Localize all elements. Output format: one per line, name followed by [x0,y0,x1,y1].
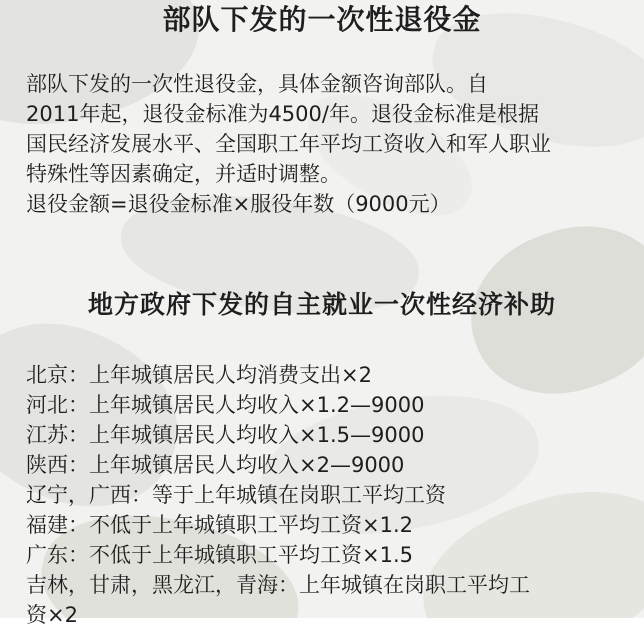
list-item: 吉林，甘肃，黑龙江，青海：上年城镇在岗职工平均工 [26,573,530,597]
list-item: 辽宁，广西：等于上年城镇在岗职工平均工资 [26,483,446,507]
list-item: 资×2 [26,603,78,627]
local-subsidy-list [26,360,626,630]
list-item: 北京：上年城镇居民人均消费支出×2 [26,363,372,387]
list-item: 陕西：上年城镇居民人均收入×2—9000 [26,453,405,477]
list-item: 河北：上年城镇居民人均收入×1.2—9000 [26,393,425,417]
list-item: 江苏：上年城镇居民人均收入×1.5—9000 [26,423,425,447]
paragraph-line: 特殊性等因素确定，并适时调整。 [26,162,341,186]
section-title-local-subsidy: 地方政府下发的自主就业一次性经济补助 [87,290,556,319]
section-title-retirement-pay: 部队下发的一次性退役金 [162,3,482,36]
paragraph-line: 退役金额=退役金标准×服役年数（9000元） [26,192,451,216]
paragraph-line: 国民经济发展水平、全国职工年平均工资收入和军人职业 [26,132,551,156]
list-item: 福建：不低于上年城镇职工平均工资×1.2 [26,513,413,537]
paragraph-line: 部队下发的一次性退役金，具体金额咨询部队。自 [26,72,488,96]
list-item: 广东：不低于上年城镇职工平均工资×1.5 [26,543,413,567]
paragraph-line: 2011年起，退役金标准为4500/年。退役金标准是根据 [26,102,539,126]
retirement-pay-paragraph [26,69,626,219]
